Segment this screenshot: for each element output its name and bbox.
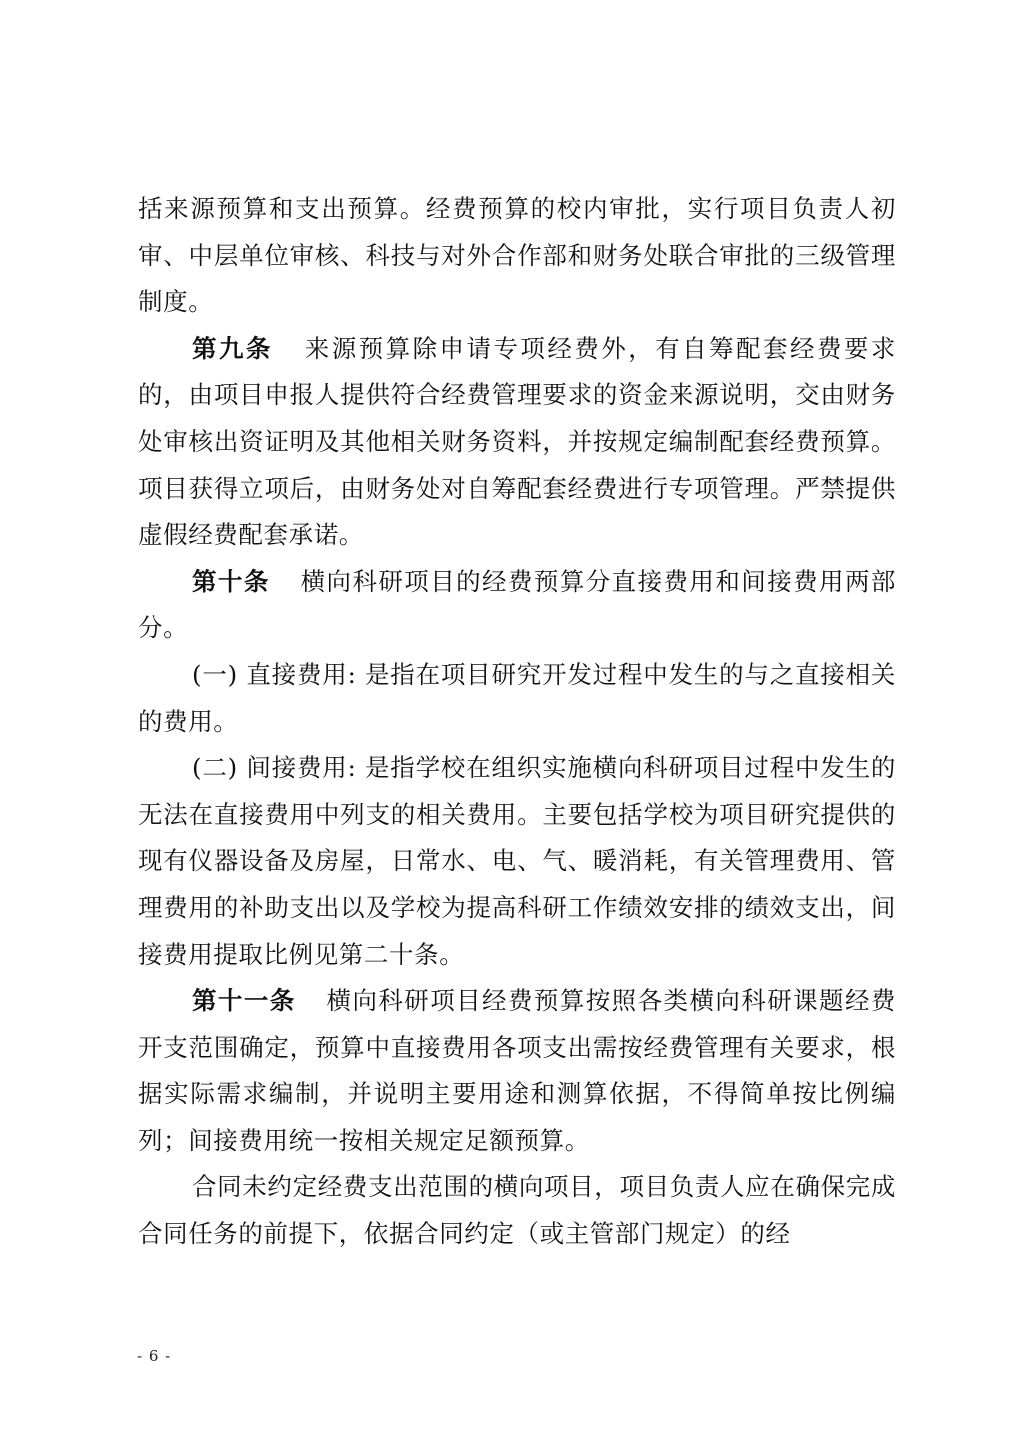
paragraph-text: (二) 间接费用: 是指学校在组织实施横向科研项目过程中发生的无法在直接费用中列支的相关费用。主要包括学校为项目研究提供的现有仪器设备及房屋，日常水、电、气、暖消耗，有关管理费用、管理费用的补助支出以及学校为提高科研工作绩效安排的绩效支出，间接费用提取比例见第二十条。 bbox=[138, 753, 896, 969]
document-body bbox=[138, 186, 896, 1258]
article-number: 第十条 bbox=[192, 566, 270, 596]
paragraph-budget-approval bbox=[138, 186, 896, 326]
page-number: - 6 - bbox=[137, 1347, 172, 1365]
paragraph-article-10 bbox=[138, 559, 896, 652]
paragraph-unspecified-contract bbox=[138, 1164, 896, 1257]
paragraph-text: 合同未约定经费支出范围的横向项目，项目负责人应在确保完成合同任务的前提下，依据合同约定（或主管部门规定）的经 bbox=[138, 1172, 896, 1249]
paragraph-indirect-costs bbox=[138, 745, 896, 978]
paragraph-text: 横向科研项目经费预算按照各类横向科研课题经费开支范围确定，预算中直接费用各项支出需按经费管理有关要求，根据实际需求编制，并说明主要用途和测算依据，不得简单按比例编列；间接费用统一按相关规定足额预算。 bbox=[138, 986, 897, 1155]
paragraph-text: 横向科研项目的经费预算分直接费用和间接费用两部分。 bbox=[138, 566, 896, 643]
article-number: 第十一条 bbox=[192, 986, 296, 1016]
paragraph-direct-costs bbox=[138, 652, 896, 745]
paragraph-text: (一) 直接费用: 是指在项目研究开发过程中发生的与之直接相关的费用。 bbox=[138, 659, 896, 736]
paragraph-text: 括来源预算和支出预算。经费预算的校内审批，实行项目负责人初审、中层单位审核、科技与对外合作部和财务处联合审批的三级管理制度。 bbox=[138, 194, 896, 317]
paragraph-article-9 bbox=[138, 326, 896, 559]
paragraph-text: 来源预算除申请专项经费外，有自筹配套经费要求的，由项目申报人提供符合经费管理要求的资金来源说明，交由财务处审核出资证明及其他相关财务资料，并按规定编制配套经费预算。项目获得立项后，由财务处对自筹配套经费进行专项管理。严禁提供虚假经费配套承诺。 bbox=[138, 333, 896, 550]
paragraph-article-11 bbox=[138, 978, 896, 1164]
article-number: 第九条 bbox=[192, 333, 273, 363]
